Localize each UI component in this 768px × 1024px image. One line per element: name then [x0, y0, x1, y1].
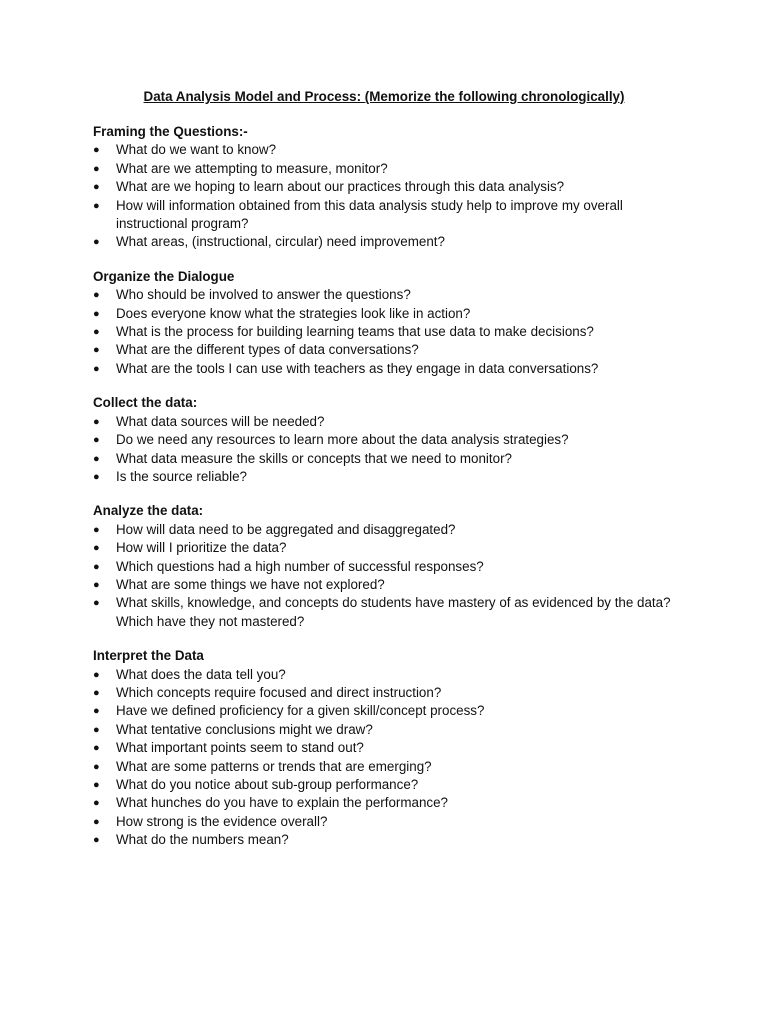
bullet-icon: ●: [93, 199, 100, 212]
list-item-text: What skills, knowledge, and concepts do students have mastery of as evidenced by the data? Which have they not mastered?: [116, 595, 671, 629]
list-item: [93, 539, 686, 557]
bullet-list: [93, 286, 693, 378]
section-framing-the-questions: [93, 123, 693, 252]
list-item-text: What are some patterns or trends that are emerging?: [116, 758, 432, 774]
list-item: [93, 831, 686, 849]
list-item: [93, 758, 686, 776]
section-interpret-the-data: [93, 647, 693, 849]
bullet-icon: ●: [93, 742, 100, 755]
list-item: [93, 702, 686, 720]
list-item-text: How strong is the evidence overall?: [116, 813, 328, 829]
document-body: [93, 123, 693, 866]
section-heading: Collect the data:: [93, 395, 198, 411]
list-item: [93, 739, 686, 757]
list-item-text: What hunches do you have to explain the performance?: [116, 795, 449, 811]
list-item: [93, 721, 686, 739]
list-item-text: How will information obtained from this data analysis study help to improve my overall instructional program?: [116, 197, 623, 232]
list-item: [93, 776, 686, 794]
section-collect-the-data: [93, 394, 693, 486]
bullet-icon: ●: [93, 597, 100, 610]
bullet-icon: ●: [93, 144, 100, 157]
list-item-text: What is the process for building learning teams that use data to make decisions?: [116, 324, 594, 340]
list-item: [93, 521, 686, 539]
bullet-icon: ●: [93, 686, 100, 699]
bullet-icon: ●: [93, 162, 100, 175]
bullet-icon: ●: [93, 362, 100, 375]
bullet-icon: ●: [93, 797, 100, 810]
list-item: [93, 813, 686, 831]
list-item: [93, 178, 686, 196]
list-item-text: What do we want to know?: [116, 142, 277, 158]
list-item-text: What are the different types of data conversations?: [116, 342, 419, 358]
list-item-text: What data sources will be needed?: [116, 413, 325, 429]
list-item: [93, 666, 686, 684]
list-item: [93, 323, 686, 341]
bullet-list: [93, 141, 693, 251]
list-item: [93, 141, 686, 159]
bullet-list: [93, 521, 693, 631]
section-heading: Interpret the Data: [93, 648, 204, 664]
list-item-text: What tentative conclusions might we draw?: [116, 721, 373, 737]
list-item-text: Do we need any resources to learn more about the data analysis strategies?: [116, 432, 569, 448]
list-item-text: How will data need to be aggregated and disaggregated?: [116, 521, 456, 537]
list-item: [93, 794, 686, 812]
bullet-icon: ●: [93, 415, 100, 428]
list-item: [93, 360, 686, 378]
section-organize-the-dialogue: [93, 268, 693, 378]
bullet-list: [93, 413, 693, 487]
list-item-text: What areas, (instructional, circular) need improvement?: [116, 234, 445, 250]
list-item-text: What do the numbers mean?: [116, 832, 289, 848]
list-item-text: Have we defined proficiency for a given skill/concept process?: [116, 703, 485, 719]
list-item: [93, 413, 686, 431]
list-item-text: What important points seem to stand out?: [116, 740, 364, 756]
bullet-icon: ●: [93, 705, 100, 718]
list-item: [93, 431, 686, 449]
list-item-text: Which questions had a high number of successful responses?: [116, 558, 484, 574]
list-item: [93, 341, 686, 359]
section-analyze-the-data: [93, 502, 693, 631]
list-item-text: What are some things we have not explored?: [116, 576, 385, 592]
bullet-icon: ●: [93, 779, 100, 791]
bullet-icon: ●: [93, 723, 100, 736]
bullet-icon: ●: [93, 326, 100, 339]
bullet-icon: ●: [93, 181, 100, 194]
bullet-list: [93, 666, 693, 850]
list-item-text: What are we hoping to learn about our practices through this data analysis?: [116, 179, 565, 195]
list-item-text: Is the source reliable?: [116, 468, 248, 484]
list-item-text: Who should be involved to answer the questions?: [116, 287, 411, 303]
list-item: [93, 684, 686, 702]
bullet-icon: ●: [93, 760, 100, 773]
list-item: [93, 576, 686, 594]
section-heading: Analyze the data:: [93, 503, 204, 519]
bullet-icon: ●: [93, 834, 100, 847]
bullet-icon: ●: [93, 452, 100, 465]
section-heading: Framing the Questions:-: [93, 124, 248, 139]
list-item-text: What do you notice about sub-group performance?: [116, 777, 419, 792]
list-item: [93, 450, 686, 468]
bullet-icon: ●: [93, 668, 100, 681]
list-item: [93, 233, 686, 251]
bullet-icon: ●: [93, 578, 100, 591]
bullet-icon: ●: [93, 815, 100, 828]
list-item-text: What does the data tell you?: [116, 666, 286, 682]
list-item: [93, 305, 686, 323]
bullet-icon: ●: [93, 470, 100, 483]
bullet-icon: ●: [93, 307, 100, 320]
list-item: [93, 286, 686, 304]
bullet-icon: ●: [93, 289, 100, 302]
list-item-text: What are the tools I can use with teachers as they engage in data conversations?: [116, 360, 599, 376]
bullet-icon: ●: [93, 560, 100, 573]
list-item-text: What are we attempting to measure, monitor?: [116, 160, 388, 176]
bullet-icon: ●: [93, 542, 100, 555]
list-item: [93, 160, 686, 178]
bullet-icon: ●: [93, 523, 100, 536]
list-item-text: What data measure the skills or concepts that we need to monitor?: [116, 450, 512, 466]
list-item-text: How will I prioritize the data?: [116, 540, 287, 556]
list-item: [93, 468, 686, 486]
document-title: Data Analysis Model and Process: (Memorize the following chronologically): [143, 89, 625, 104]
list-item-text: Does everyone know what the strategies look like in action?: [116, 305, 471, 321]
list-item: [93, 558, 686, 576]
list-item: [93, 594, 686, 631]
list-item: [93, 197, 686, 234]
bullet-icon: ●: [93, 344, 100, 357]
list-item-text: Which concepts require focused and direct instruction?: [116, 684, 442, 700]
section-heading: Organize the Dialogue: [93, 268, 235, 284]
bullet-icon: ●: [93, 236, 100, 249]
bullet-icon: ●: [93, 434, 100, 447]
